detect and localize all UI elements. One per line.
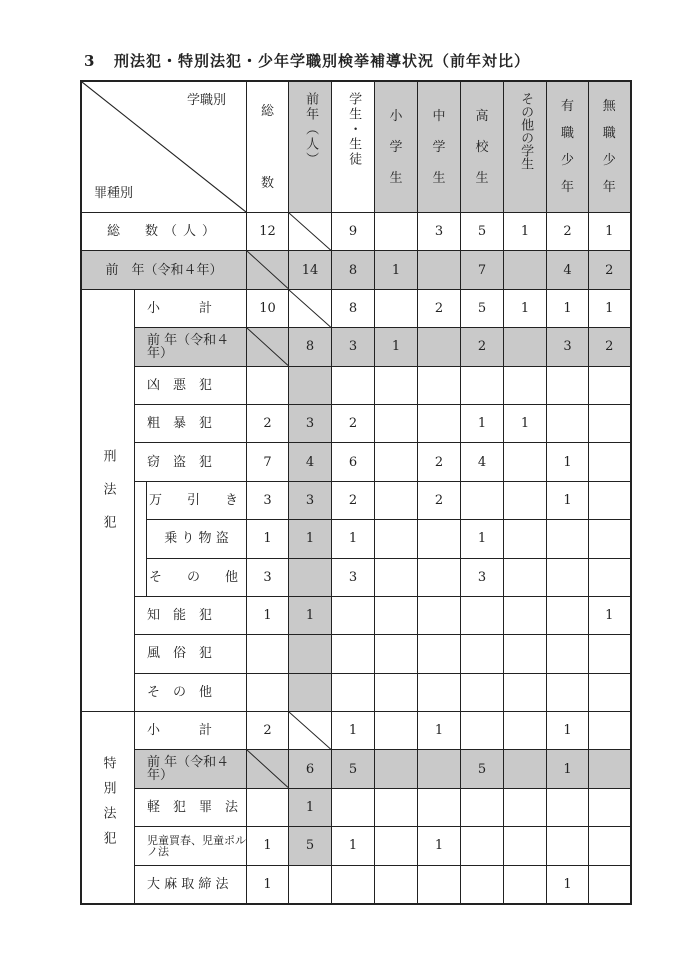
group-label-penal: 刑法犯 <box>81 289 135 711</box>
title-text: 刑法犯・特別法犯・少年学職別検挙補導状況（前年対比） <box>114 52 531 70</box>
row-label: 乗 り 物 盗 <box>147 520 247 558</box>
statistics-table <box>80 80 632 905</box>
group-label-special: 特別法犯 <box>81 712 135 904</box>
total-diagonal-cell <box>247 750 289 788</box>
col-header-high: 高 校 生 <box>461 81 504 213</box>
row-label: 小 計 <box>135 712 247 750</box>
row-label: 前 年（令和４年） <box>135 750 247 788</box>
col-header-student: 学生・生徒 <box>332 81 375 213</box>
col-header-employed: 有 職 少 年 <box>547 81 589 213</box>
table-row-cannabis: 大 麻 取 締 法 1 1 <box>81 865 631 904</box>
col-header-total: 総 数 <box>247 81 289 213</box>
table-row-total-prev: 前 年（令和４年） 14 8 1 7 4 2 <box>81 251 631 289</box>
table-row-heinous <box>81 366 631 404</box>
prev-diagonal-cell <box>289 712 332 750</box>
table-row-intellectual: 知 能 犯 1 1 1 <box>81 596 631 634</box>
row-label: 前 年（令和４年） <box>81 251 247 289</box>
col-header-middle: 中 学 生 <box>418 81 461 213</box>
section-number: 3 <box>84 52 96 70</box>
total-diagonal-cell <box>247 328 289 366</box>
col-header-other-student: その他の学生 <box>504 81 547 213</box>
col-header-prev: 前年（人） <box>289 81 332 213</box>
row-label: そ の 他 <box>135 673 247 711</box>
prev-diagonal-cell <box>289 213 332 251</box>
table-row-penal-prev: 前 年（令和４年） 8 3 1 2 3 2 <box>81 328 631 366</box>
table-row-morals <box>81 635 631 673</box>
row-label: 軽 犯 罪 法 <box>135 788 247 826</box>
row-label: そ の 他 <box>147 558 247 596</box>
table-row-penal-subtotal: 刑法犯 小 計 10 8 2 5 1 1 1 <box>81 289 631 327</box>
table-row-special-subtotal: 特別法犯 小 計 2 1 1 1 <box>81 712 631 750</box>
page-title <box>84 50 530 71</box>
table-row-minor-offense: 軽 犯 罪 法 1 <box>81 788 631 826</box>
corner-header <box>81 81 247 213</box>
row-label: 総 数（人） <box>81 213 247 251</box>
row-label: 万 引 き <box>147 481 247 519</box>
header-row <box>81 81 631 213</box>
row-label: 窃 盗 犯 <box>135 443 247 481</box>
row-label: 知 能 犯 <box>135 596 247 634</box>
row-label: 前 年（令和４年） <box>135 328 247 366</box>
table-row-special-prev: 前 年（令和４年） 6 5 5 1 <box>81 750 631 788</box>
total-diagonal-cell <box>247 251 289 289</box>
col-header-unemployed: 無 職 少 年 <box>589 81 631 213</box>
table-row-theft: 窃 盗 犯 7 4 6 2 4 1 <box>81 443 631 481</box>
table-row-penal-other <box>81 673 631 711</box>
row-label: 小 計 <box>135 289 247 327</box>
prev-diagonal-cell <box>289 289 332 327</box>
row-label: 粗 暴 犯 <box>135 404 247 442</box>
table-row-theft-other: そ の 他 3 3 3 <box>81 558 631 596</box>
table-row-shoplifting: 万 引 き 3 3 2 2 1 <box>81 481 631 519</box>
row-label: 凶 悪 犯 <box>135 366 247 404</box>
row-label: 風 俗 犯 <box>135 635 247 673</box>
row-label: 大 麻 取 締 法 <box>135 865 247 904</box>
table-row-vehicle-theft: 乗 り 物 盗 1 1 1 1 <box>81 520 631 558</box>
corner-top-label: 学職別 <box>186 93 226 108</box>
theft-sub-indent <box>135 481 147 596</box>
row-label: 児童買春、児童ポルノ法 <box>135 827 247 865</box>
table-row-violent: 粗 暴 犯 2 3 2 1 1 <box>81 404 631 442</box>
table-row-total: 総 数（人） 12 9 3 5 1 2 1 <box>81 213 631 251</box>
col-header-elem: 小 学 生 <box>375 81 418 213</box>
table-row-child-porn: 児童買春、児童ポルノ法 1 5 1 1 <box>81 827 631 865</box>
corner-bottom-label: 罪種別 <box>94 186 134 201</box>
